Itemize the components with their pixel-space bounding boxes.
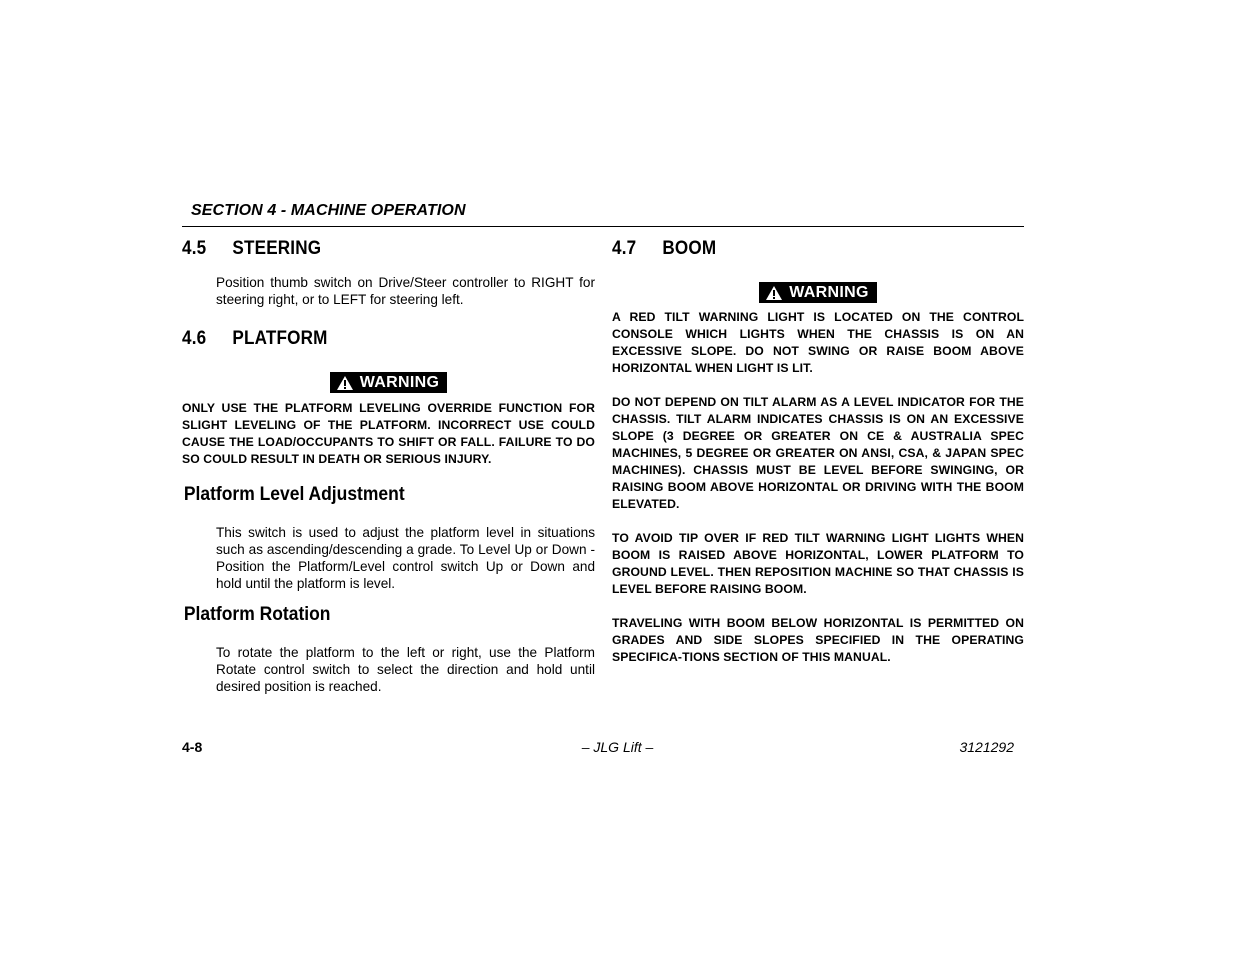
section-running-head: SECTION 4 - MACHINE OPERATION xyxy=(191,202,466,219)
steering-heading xyxy=(182,238,554,260)
platform-level-adjustment-body: This switch is used to adjust the platform level in situations such as ascending/descending a grade. To Level Up or Down - Position the Platform/Level control switch Up or Down and hold until the platform is level. xyxy=(216,524,595,591)
platform-warning-banner xyxy=(330,372,447,393)
footer-page-number: 4-8 xyxy=(182,739,203,755)
steering-body: Position thumb switch on Drive/Steer controller to RIGHT for steering right, or to LEFT for steering left. xyxy=(216,275,595,307)
steering-section-title: STEERING xyxy=(232,238,322,259)
boom-section-title: BOOM xyxy=(662,238,717,259)
boom-section-number: 4.7 xyxy=(612,238,637,259)
steering-section-number: 4.5 xyxy=(182,238,207,259)
platform-section-title: PLATFORM xyxy=(232,328,328,349)
header-rule xyxy=(182,226,1024,227)
boom-warning-banner xyxy=(759,282,876,303)
platform-level-adjustment-heading: Platform Level Adjustment xyxy=(183,483,405,505)
platform-rotation-heading: Platform Rotation xyxy=(183,603,331,625)
boom-warning-paragraph: A RED TILT WARNING LIGHT IS LOCATED ON THE CONTROL CONSOLE WHICH LIGHTS WHEN THE CHASSIS IS ON AN EXCESSIVE SLOPE. DO NOT SWING OR RAISE BOOM ABOVE HORIZONTAL WHEN LIGHT IS LIT. xyxy=(612,309,1024,375)
boom-warning-paragraph: TRAVELING WITH BOOM BELOW HORIZONTAL IS PERMITTED ON GRADES AND SIDE SLOPES SPECIFIED IN THE OPERATING SPECIFICA-TIONS SECTION OF THIS MANUAL. xyxy=(612,615,1024,664)
right-column xyxy=(612,238,1024,666)
footer-center-text: – JLG Lift – xyxy=(581,739,654,755)
boom-warning-banner-wrap xyxy=(612,282,1024,306)
platform-section-number: 4.6 xyxy=(182,328,207,349)
boom-heading xyxy=(612,238,983,260)
warning-triangle-icon xyxy=(336,375,354,391)
left-column xyxy=(182,238,595,695)
platform-heading xyxy=(182,328,554,350)
platform-warning-text: ONLY USE THE PLATFORM LEVELING OVERRIDE FUNCTION FOR SLIGHT LEVELING OF THE PLATFORM. INCORRECT USE COULD CAUSE THE LOAD/OCCUPANTS TO SHIFT OR FALL. FAILURE TO DO SO COULD RESULT IN DEATH OR SERIOUS INJURY. xyxy=(182,400,595,466)
warning-triangle-icon xyxy=(765,285,783,301)
platform-rotation-body: To rotate the platform to the left or right, use the Platform Rotate control switch to select the direction and hold until desired position is reached. xyxy=(216,644,595,694)
boom-warning-label: WARNING xyxy=(789,283,869,301)
platform-warning-banner-wrap xyxy=(182,372,595,396)
platform-warning-label: WARNING xyxy=(359,373,440,391)
boom-warning-paragraph: DO NOT DEPEND ON TILT ALARM AS A LEVEL INDICATOR FOR THE CHASSIS. TILT ALARM INDICATES CHASSIS IS ON AN EXCESSIVE SLOPE (3 DEGREE OR GREATER ON CE & AUSTRALIA SPEC MACHINES, 5 DEGREE OR GREATER ON ANSI, CSA, & JAPAN SPEC MACHINES). CHASSIS MUST BE LEVEL BEFORE SWINGING, OR RAISING BOOM ABOVE HORIZONTAL OR DRIVING WITH THE BOOM ELEVATED. xyxy=(612,394,1024,511)
footer-doc-number: 3121292 xyxy=(959,739,1014,755)
boom-warning-paragraph: TO AVOID TIP OVER IF RED TILT WARNING LIGHT LIGHTS WHEN BOOM IS RAISED ABOVE HORIZONTAL, LOWER PLATFORM TO GROUND LEVEL. THEN REPOSITION MACHINE SO THAT CHASSIS IS LEVEL BEFORE RAISING BOOM. xyxy=(612,530,1024,596)
